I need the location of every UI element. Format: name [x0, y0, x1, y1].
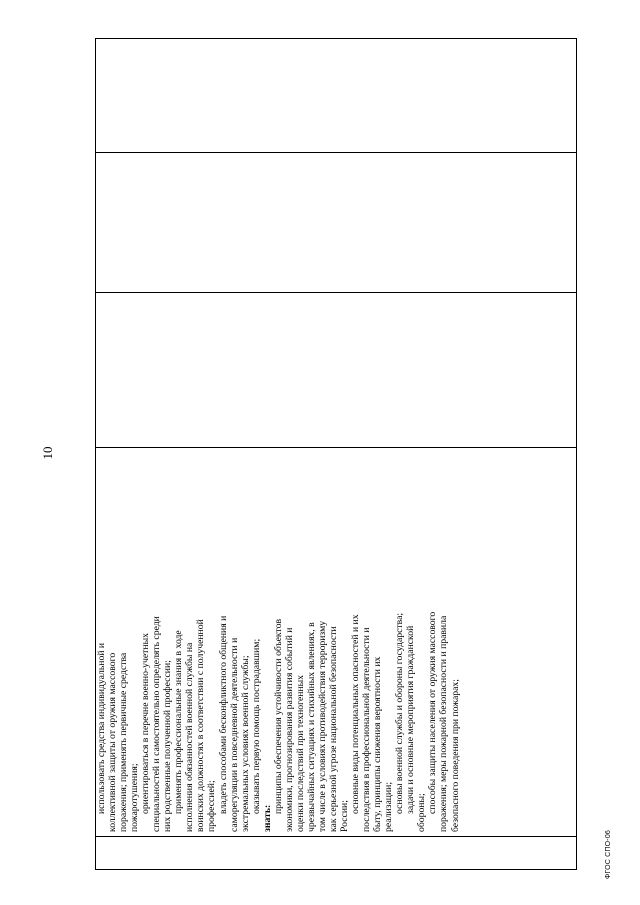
competency-text [96, 452, 461, 832]
table-cell-empty-2 [96, 153, 577, 293]
text-line: оценки последствий при техногенных [294, 674, 306, 832]
text-line: экстремальных условиях военной службы; [239, 655, 251, 832]
table-cell-competencies [96, 448, 577, 837]
table-row [96, 39, 577, 870]
text-line: использовать средства индивидуальной и [96, 642, 107, 814]
text-line: оказывать первую помощь пострадавшим; [250, 638, 262, 814]
text-line: реализации; [383, 781, 395, 832]
text-line: поражения; меры пожарной безопасности и правила [438, 615, 450, 832]
text-line: профессией; [206, 780, 218, 832]
text-line: них родственные полученной профессии; [162, 660, 174, 832]
text-line: ориентироваться в перечне военно-учетных [140, 633, 152, 814]
table-cell-empty-3 [96, 39, 577, 153]
text-line: коллективной защиты от оружия массового [107, 652, 119, 832]
text-line: применять профессиональные знания в ходе [173, 630, 185, 814]
text-line: поражения; применять первичные средства [118, 652, 130, 832]
text-line: пожаротушения; [129, 763, 141, 832]
text-line: владеть способами бесконфликтного общения и [217, 615, 229, 814]
text-line: безопасного поведения при пожарах; [449, 679, 461, 832]
text-line: специальностей и самостоятельно определять среди [151, 616, 163, 832]
standard-table [95, 38, 577, 870]
page-number: 10 [40, 446, 55, 460]
text-line: чрезвычайных ситуациях и стихийных явлениях, в [305, 622, 317, 832]
text-line: обороны; [416, 793, 428, 832]
text-line: знать: [261, 804, 273, 832]
table-cell-index [96, 837, 577, 870]
text-line: основные виды потенциальных опасностей и их [350, 614, 362, 814]
text-line: исполнения обязанностей военной службы на [184, 642, 196, 832]
text-line: способы защиты населения от оружия массового [427, 611, 439, 814]
text-line: быту, принципы снижения вероятности их [372, 656, 384, 832]
text-line: России; [339, 800, 351, 832]
text-line: саморегуляции в повседневной деятельности и [228, 637, 240, 832]
text-line: задачи и основные мероприятия гражданской [405, 625, 417, 814]
text-line: том числе в условиях противодействия терроризму [316, 620, 328, 832]
text-line: как серьезной угрозе национальной безопасности [327, 626, 339, 832]
text-line: принципы обеспечения устойчивости объектов [272, 618, 284, 814]
text-line: последствия в профессиональной деятельности и [361, 627, 373, 832]
text-line: экономики, прогнозирования развития событий и [283, 627, 295, 832]
table-cell-empty-1 [96, 293, 577, 448]
text-line: воинских должностях в соответствии с полученной [195, 619, 207, 832]
text-line: основы военной службы и обороны государства; [394, 612, 406, 814]
footer-code: ФГОС СПО-06 [605, 829, 612, 879]
